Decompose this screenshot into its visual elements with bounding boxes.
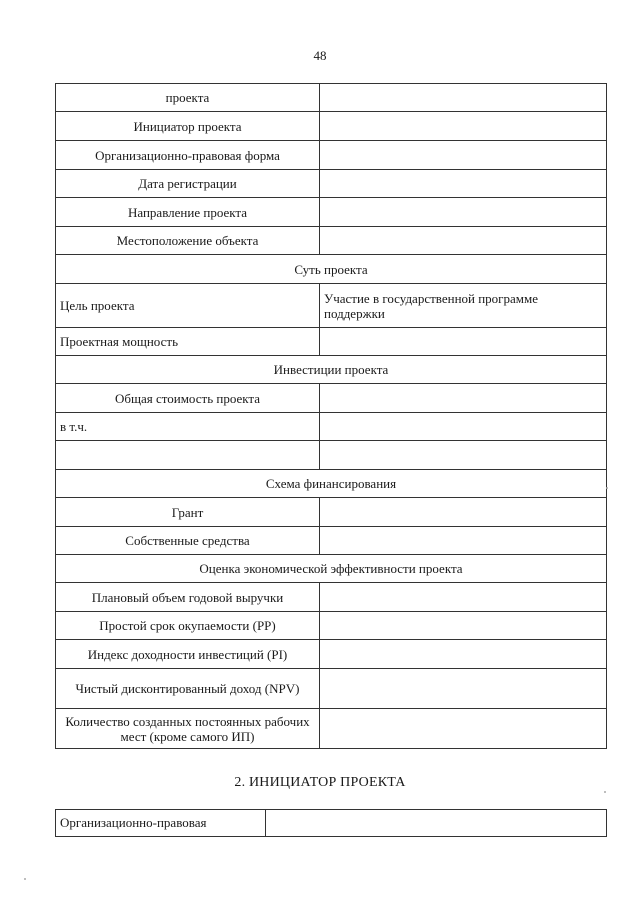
section-heading: 2. ИНИЦИАТОР ПРОЕКТА [234, 775, 406, 790]
table-row [56, 527, 607, 555]
table-row [56, 284, 607, 328]
row-label: в т.ч. [56, 413, 320, 441]
row-value [320, 527, 607, 555]
table-row [56, 413, 607, 441]
row-value [320, 612, 607, 640]
row-label: Организационно-правовая [56, 810, 266, 837]
section-title: Инвестиции проекта [56, 356, 607, 384]
section-title: Суть проекта [56, 255, 607, 284]
row-label: проекта [56, 84, 320, 112]
section-row [56, 255, 607, 284]
row-label: Направление проекта [56, 198, 320, 227]
section-title: Схема финансирования [56, 470, 607, 498]
row-label [56, 441, 320, 470]
row-value [320, 498, 607, 527]
row-value [320, 669, 607, 709]
table-row [56, 84, 607, 112]
row-value [320, 384, 607, 413]
row-label: Грант [56, 498, 320, 527]
row-value [320, 112, 607, 141]
row-label: Чистый дисконтированный доход (NPV) [56, 669, 320, 709]
table-row [56, 328, 607, 356]
table-row [56, 198, 607, 227]
row-label: Организационно-правовая форма [56, 141, 320, 170]
row-label: Цель проекта [56, 284, 320, 328]
row-label: Плановый объем годовой выручки [56, 583, 320, 612]
initiator-table [55, 809, 607, 837]
scan-speck [604, 791, 606, 793]
row-value: Участие в государственной программе поддержки [320, 284, 607, 328]
row-label: Собственные средства [56, 527, 320, 555]
table-row [56, 384, 607, 413]
row-value [320, 583, 607, 612]
row-label: Инициатор проекта [56, 112, 320, 141]
row-label: Местоположение объекта [56, 227, 320, 255]
table-row [56, 441, 607, 470]
table-row [56, 810, 607, 837]
table-row [56, 112, 607, 141]
row-value [320, 328, 607, 356]
row-value [266, 810, 607, 837]
table-row [56, 141, 607, 170]
table-row [56, 709, 607, 749]
section-row [56, 356, 607, 384]
table-row [56, 669, 607, 709]
row-label: Простой срок окупаемости (PP) [56, 612, 320, 640]
row-value [320, 170, 607, 198]
row-label: Индекс доходности инвестиций (PI) [56, 640, 320, 669]
row-value [320, 227, 607, 255]
row-value [320, 198, 607, 227]
table-row [56, 612, 607, 640]
table-row [56, 498, 607, 527]
table-row [56, 640, 607, 669]
page-number: 48 [313, 48, 327, 63]
row-value [320, 84, 607, 112]
row-label: Проектная мощность [56, 328, 320, 356]
row-label: Количество созданных постоянных рабочих мест (кроме самого ИП) [56, 709, 320, 749]
table-row [56, 583, 607, 612]
table-row [56, 227, 607, 255]
row-value [320, 441, 607, 470]
row-label: Общая стоимость проекта [56, 384, 320, 413]
row-value [320, 709, 607, 749]
section-row [56, 470, 607, 498]
section-row [56, 555, 607, 583]
row-label: Дата регистрации [56, 170, 320, 198]
row-value [320, 141, 607, 170]
scan-speck [606, 487, 608, 489]
table-row [56, 170, 607, 198]
project-passport-table [55, 83, 607, 749]
row-value [320, 640, 607, 669]
scan-speck [24, 878, 26, 880]
section-title: Оценка экономической эффективности проекта [56, 555, 607, 583]
row-value [320, 413, 607, 441]
